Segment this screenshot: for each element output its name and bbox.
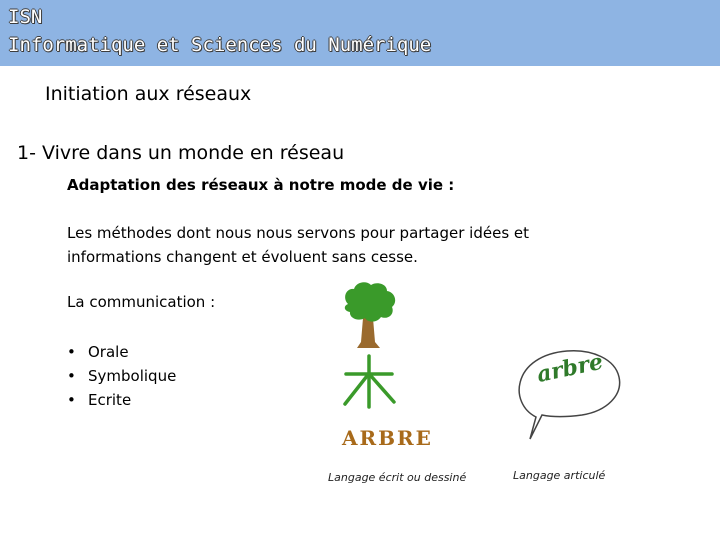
subheading: Adaptation des réseaux à notre mode de vie : xyxy=(67,176,455,194)
bubble-word: arbre xyxy=(534,348,606,388)
caption-spoken: Langage articulé xyxy=(513,469,606,482)
slide-title: Initiation aux réseaux xyxy=(45,83,252,105)
communication-list xyxy=(67,340,176,412)
list-item-symbolic: • Symbolique xyxy=(67,364,176,388)
kanji-tree-symbol xyxy=(340,352,398,410)
list-item-written: • Ecrite xyxy=(67,388,176,412)
tree-drawing xyxy=(340,280,400,350)
list-item-oral: • Orale xyxy=(67,340,176,364)
section-title: 1- Vivre dans un monde en réseau xyxy=(17,142,345,164)
caption-written: Langage écrit ou dessiné xyxy=(328,471,467,484)
header-bar xyxy=(0,0,720,66)
arbre-printed-word: ARBRE xyxy=(342,426,433,450)
body-paragraph: Les méthodes dont nous nous servons pour partager idées et informations changent et évoluent sans cesse. xyxy=(67,224,530,266)
communication-label: La communication : xyxy=(67,293,216,311)
header-title: ISN xyxy=(8,6,43,28)
header-subtitle: Informatique et Sciences du Numérique xyxy=(8,34,432,56)
